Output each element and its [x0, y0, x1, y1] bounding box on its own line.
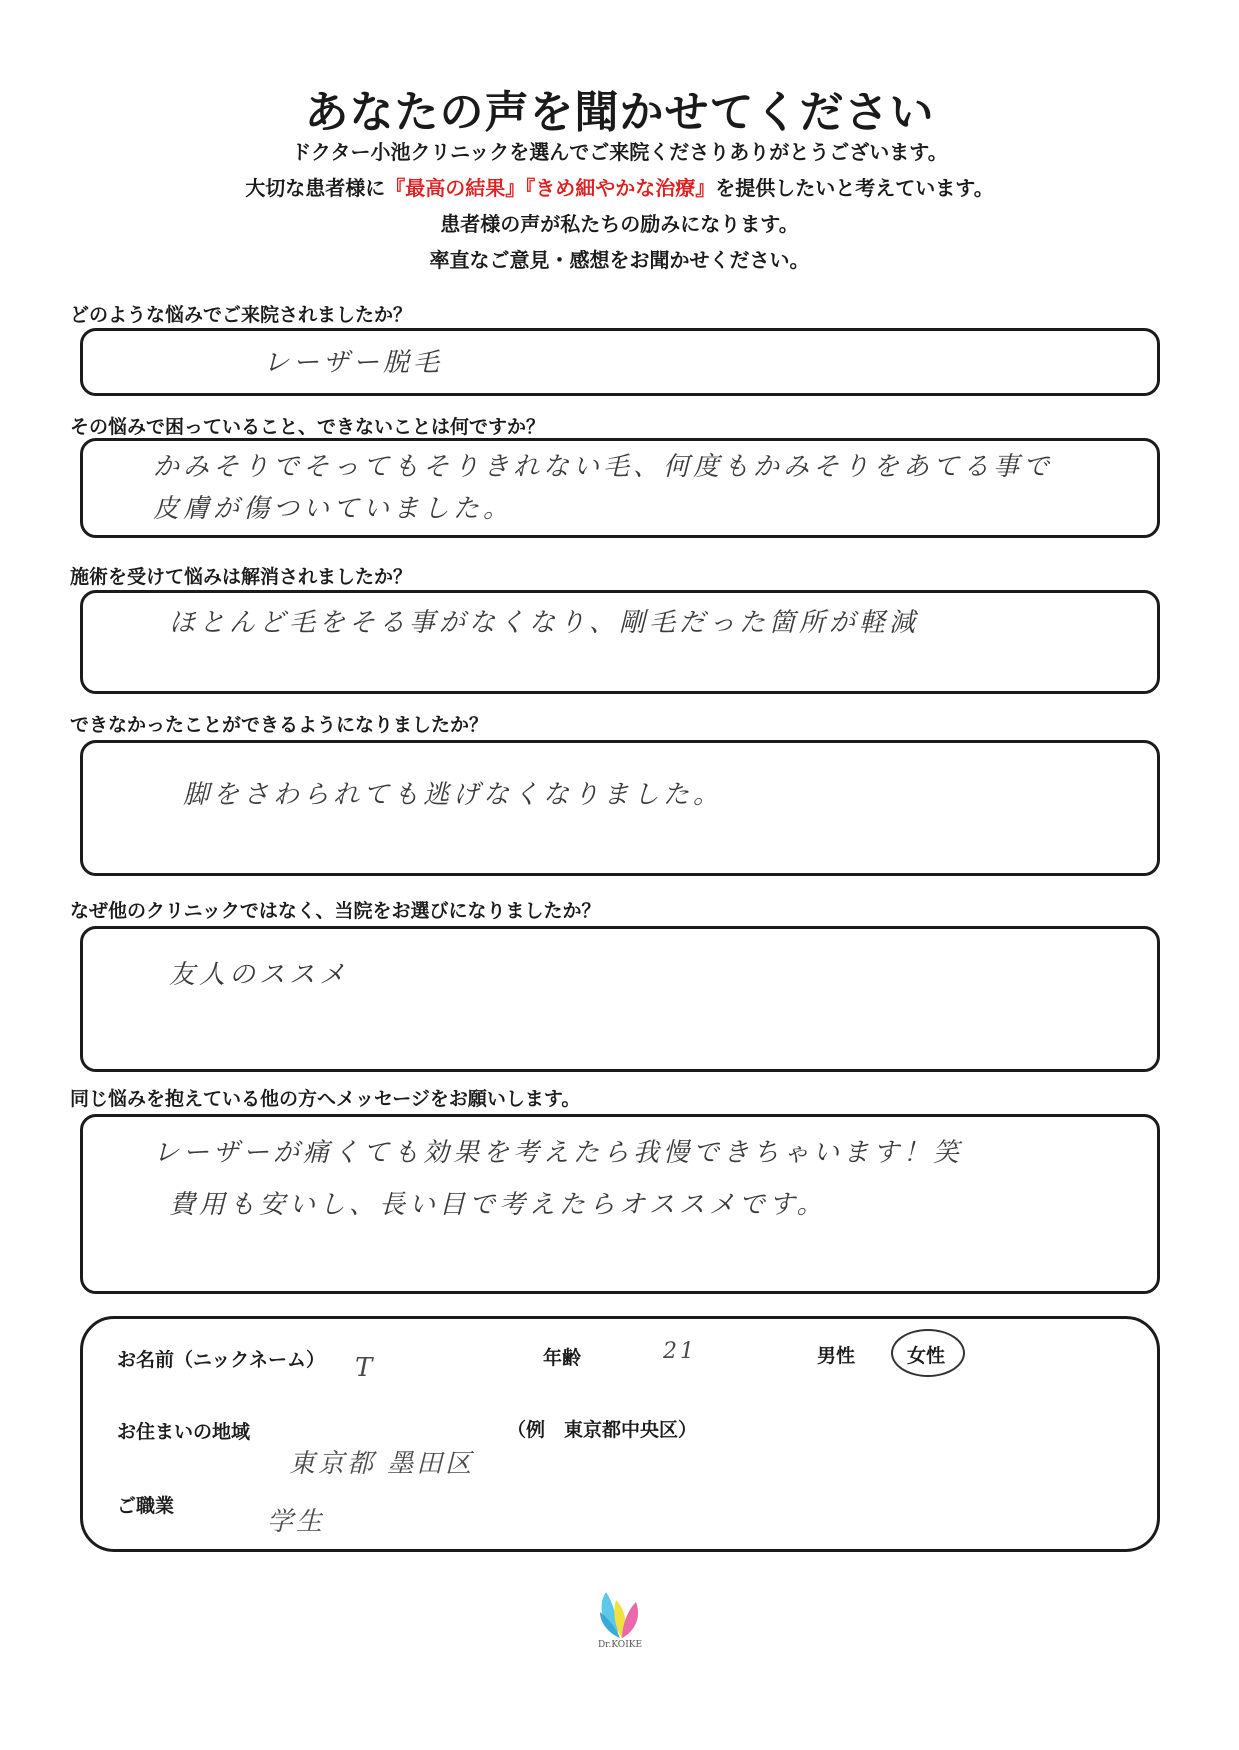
female-label: 女性	[907, 1345, 946, 1367]
intro-line-3: 患者様の声が私たちの励みになります。	[440, 212, 799, 236]
question-3-answer-line-1: ほとんど毛をそる事がなくなり、剛毛だった箇所が軽減	[169, 608, 920, 638]
question-2-answer-line-1: かみそりでそってもそりきれない毛、何度もかみそりをあてる事で	[153, 452, 1054, 482]
intro-line-1: ドクター小池クリニックを選んでご来院くださりありがとうございます。	[291, 140, 948, 164]
clinic-logo-text: Dr.KOIKE	[597, 1640, 643, 1650]
job-label: ご職業	[117, 1495, 175, 1517]
question-1-answer-line-1: レーザー脱毛	[263, 348, 444, 378]
question-4-answer-line-1: 脚をさわられても逃げなくなりました。	[183, 780, 724, 810]
question-4-label: できなかったことができるようになりましたか？	[70, 714, 489, 736]
area-value: 東京都 墨田区	[289, 1449, 475, 1479]
profile-box	[80, 1316, 1160, 1552]
intro-line-2-pre: 大切な患者様に	[245, 176, 386, 200]
age-value: 21	[663, 1339, 697, 1364]
question-6-label: 同じ悩みを抱えている他の方へメッセージをお願いします。	[70, 1088, 581, 1110]
question-1-answer-box	[80, 328, 1160, 396]
question-6-answer-line-2: 費用も安いし、長い目で考えたらオススメです。	[169, 1190, 827, 1220]
question-2-answer-box	[80, 438, 1160, 538]
question-6-answer-line-1: レーザーが痛くても効果を考えたら我慢できちゃいます！笑	[153, 1138, 964, 1168]
question-6-answer-box	[80, 1114, 1160, 1294]
name-value: T	[355, 1353, 376, 1383]
question-2-answer-line-2: 皮膚が傷ついていました。	[153, 494, 514, 524]
question-1-label: どのような悩みでご来院されましたか？	[70, 304, 413, 326]
age-label: 年齢	[543, 1347, 582, 1369]
question-4-answer-box	[80, 740, 1160, 876]
question-5-label: なぜ他のクリニックではなく、当院をお選びになりましたか？	[70, 900, 601, 922]
intro-line-2	[0, 172, 1239, 201]
question-5-answer-line-1: 友人のススメ	[169, 960, 350, 990]
question-5-answer-box	[80, 926, 1160, 1072]
area-example: （例 東京都中央区）	[507, 1419, 698, 1441]
question-3-answer-box	[80, 590, 1160, 694]
area-label: お住まいの地域	[117, 1421, 251, 1443]
male-label: 男性	[817, 1345, 856, 1367]
name-label: お名前（ニックネーム）	[117, 1349, 326, 1371]
intro-line-2-post: を提供したいと考えています。	[715, 176, 994, 200]
intro-line-2-highlight: 『最高の結果』『きめ細やかな治療』	[385, 176, 716, 200]
question-3-label: 施術を受けて悩みは解消されましたか？	[70, 566, 413, 588]
page-title: あなたの声を聞かせてください	[304, 87, 935, 138]
intro-line-4: 率直なご意見・感想をお聞かせください。	[429, 248, 810, 272]
job-value: 学生	[267, 1507, 326, 1537]
question-2-label: その悩みで困っていること、できないことは何ですか？	[70, 416, 546, 438]
